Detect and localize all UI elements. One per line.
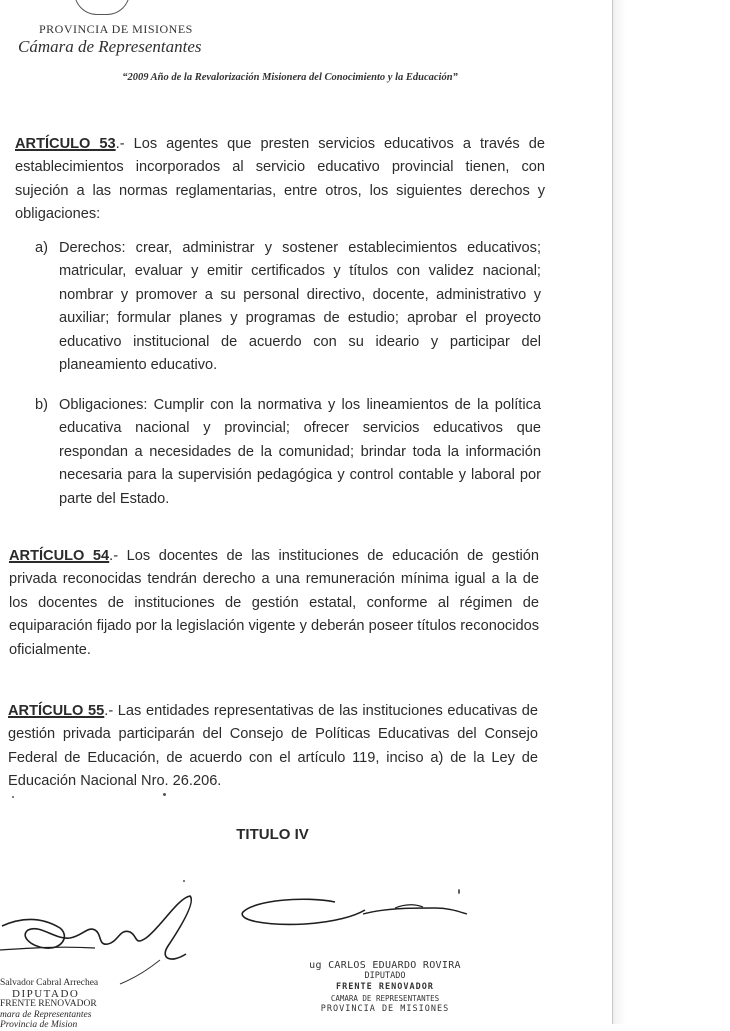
right-signature-icon (235, 890, 475, 940)
scan-speck (12, 796, 14, 798)
list-marker: a) (35, 240, 48, 256)
left-signer-party: FRENTE RENOVADOR (0, 999, 97, 1009)
header-province: PROVINCIA DE MISIONES (39, 22, 193, 36)
left-signer-name: Salvador Cabral Arrechea (0, 978, 99, 988)
scan-page-shadow (612, 0, 730, 1024)
article-54 (9, 545, 539, 662)
article-53-intro (15, 133, 545, 227)
article-55 (8, 700, 538, 794)
left-signature-stamp (0, 978, 180, 1031)
article-54-text: .- Los docentes de las instituciones de educación de gestión privada reconocidas tendrán derecho a una remuneración mínima igual a la de los docentes de instituciones de gestión estatal, conforme al régimen de equiparación fijado por la legislación vigente y deberán poseer títulos reconocidos oficialmente. (9, 548, 539, 658)
right-signer-province: PROVINCIA DE MISIONES (320, 1004, 450, 1014)
left-signer-role: DIPUTADO (12, 987, 80, 1000)
article-53-label: ARTÍCULO 53 (15, 136, 116, 152)
list-marker: b) (35, 397, 48, 413)
right-signature-stamp (300, 960, 470, 1015)
scan-page-edge (612, 0, 613, 1024)
scan-speck (183, 880, 185, 882)
article-53-text: .- Los agentes que presten servicios educativos a través de establecimientos incorporados al servicio educativo provincial tienen, con sujeción a las normas reglamentarias, entre otros, los siguientes derechos y obligaciones: (15, 136, 545, 223)
province-crest-icon (74, 0, 130, 15)
header-chamber: Cámara de Representantes (18, 37, 202, 56)
list-item-text: Derechos: crear, administrar y sostener establecimientos educativos; matricular, evaluar y emitir certificados y títulos con validez nacional; nombrar y promover a su personal directivo, docente, administrativo y auxiliar; formular planes y programas de estudio; aprobar el proyecto educativo institucional de acuerdo con su ideario y participar del planeamiento educativo. (59, 240, 541, 374)
right-signer-body: CAMARA DE REPRESENTANTES (330, 994, 440, 1003)
right-signer-role: DIPUTADO (364, 971, 406, 981)
left-signer-province: Provincia de Mision (0, 1020, 78, 1030)
article-54-label: ARTÍCULO 54 (9, 548, 110, 564)
right-signer-name: ug CARLOS EDUARDO ROVIRA (309, 960, 461, 971)
scan-speck (163, 793, 166, 796)
left-signature-icon (0, 888, 200, 988)
section-title: TITULO IV (236, 826, 309, 843)
article-55-label: ARTÍCULO 55 (8, 703, 105, 719)
left-signer-body: mara de Representantes (0, 1009, 92, 1020)
list-item-text: Obligaciones: Cumplir con la normativa y los lineamientos de la política educativa nacional y provincial; ofrecer servicios educativos que respondan a necesidades de la comunidad; brindar toda la información necesaria para la supervisión pedagógica y control contable y laboral por parte del Estado. (59, 397, 541, 507)
article-55-text: .- Las entidades representativas de las instituciones educativas de gestión privada participarán del Consejo de Políticas Educativas del Consejo Federal de Educación, de acuerdo con el artículo 119, inciso a) de la Ley de Educación Nacional Nro. 26.206. (8, 703, 538, 790)
header-motto: “2009 Año de la Revalorización Misionera del Conocimiento y la Educación” (122, 72, 458, 83)
right-signer-party: FRENTE RENOVADOR (336, 982, 434, 992)
